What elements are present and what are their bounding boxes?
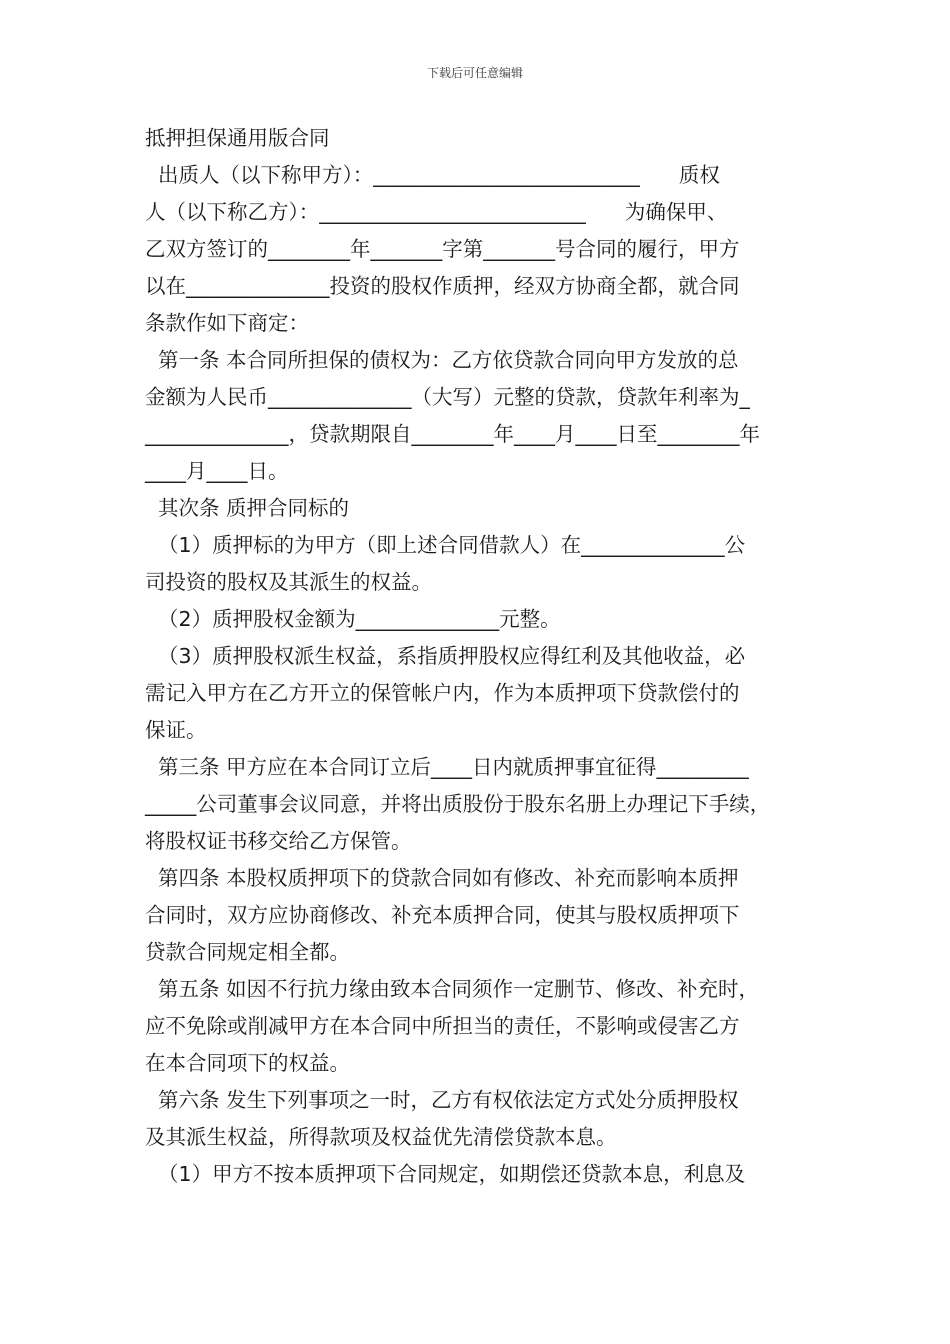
text-line: 需记入甲方在乙方开立的保管帐户内，作为本质押项下贷款偿付的 xyxy=(145,681,740,705)
contract-body xyxy=(145,120,815,1193)
text-line: 司投资的股权及其派生的权益。 xyxy=(145,570,432,594)
text-line: （1）质押标的为甲方（即上述合同借款人）在______________公 xyxy=(145,533,746,557)
text-line: 第五条 如因不行抗力缘由致本合同须作一定删节、修改、补充时， xyxy=(145,977,760,1001)
text-line: 贷款合同规定相全都。 xyxy=(145,940,350,964)
text-line: 及其派生权益，所得款项及权益优先清偿贷款本息。 xyxy=(145,1125,617,1149)
page-header: 下载后可任意编辑 xyxy=(426,66,523,80)
text-line: 金额为人民币______________（大写）元整的贷款，贷款年利率为_ xyxy=(145,385,750,409)
text-line: ______________，贷款期限自________年____月____日至________年 xyxy=(145,422,760,446)
text-line: （3）质押股权派生权益，系指质押股权应得红利及其他收益，必 xyxy=(145,644,746,668)
text-line: 以在______________投资的股权作质押，经双方协商全都，就合同 xyxy=(145,274,740,298)
text-line: 保证。 xyxy=(145,718,207,742)
text-line: 出质人（以下称甲方）：__________________________ 质权 xyxy=(145,163,720,187)
text-line: 条款作如下商定： xyxy=(145,311,309,335)
text-line: 第六条 发生下列事项之一时，乙方有权依法定方式处分质押股权 xyxy=(145,1088,739,1112)
text-line: 将股权证书移交给乙方保管。 xyxy=(145,829,412,853)
contract-title: 抵押担保通用版合同 xyxy=(145,126,330,150)
text-line: 人（以下称乙方）：__________________________ 为确保甲、 xyxy=(145,200,728,224)
text-line: 其次条 质押合同标的 xyxy=(145,496,350,520)
text-line: （1）甲方不按本质押项下合同规定，如期偿还贷款本息，利息及 xyxy=(145,1162,746,1186)
text-line: 在本合同项下的权益。 xyxy=(145,1051,350,1075)
text-line: 第一条 本合同所担保的债权为：乙方依贷款合同向甲方发放的总 xyxy=(145,348,739,372)
text-line: ____月____日。 xyxy=(145,459,289,483)
text-line: （2）质押股权金额为______________元整。 xyxy=(145,607,561,631)
text-line: 合同时，双方应协商修改、补充本质押合同，使其与股权质押项下 xyxy=(145,903,740,927)
text-line: 乙双方签订的________年_______字第_______号合同的履行，甲方 xyxy=(145,237,740,261)
text-line: 第三条 甲方应在本合同订立后____日内就质押事宜征得_________ xyxy=(145,755,749,779)
text-line: 应不免除或削减甲方在本合同中所担当的责任，不影响或侵害乙方 xyxy=(145,1014,740,1038)
text-line: 第四条 本股权质押项下的贷款合同如有修改、补充而影响本质押 xyxy=(145,866,739,890)
text-line: _____公司董事会议同意，并将出质股份于股东名册上办理记下手续， xyxy=(145,792,771,816)
